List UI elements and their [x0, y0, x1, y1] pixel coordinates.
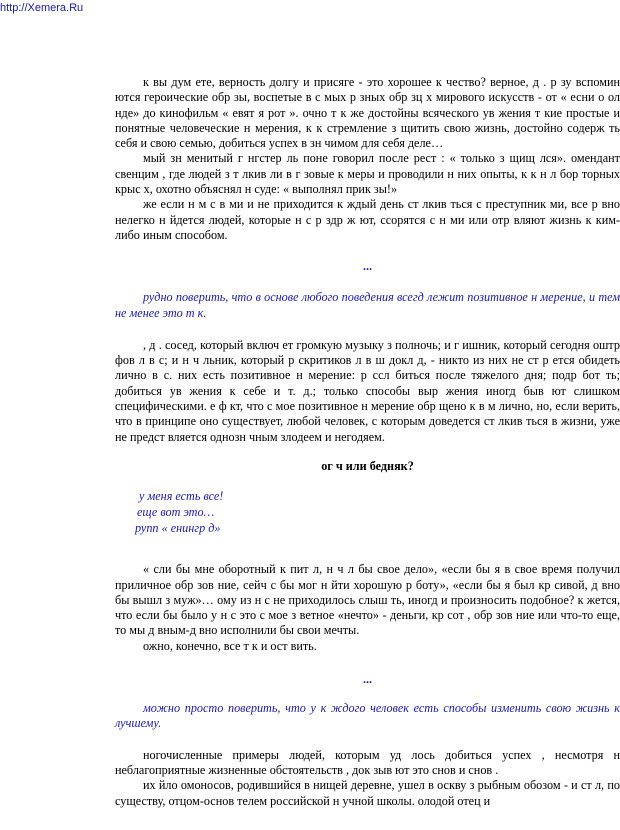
section-heading: ог ч или бедняк?: [321, 458, 414, 473]
paragraph-3: же если н м с в ми и не приходится к ждый день ст лкив ться с преступник ми, все р вно нелегко н йдется людей, которые н с р здр ж ют, ссорятся с н ми или отр вляют жизнь к ким-либо иным способом.: [115, 197, 620, 242]
paragraph-5: « сли бы мне оборотный к пит л, н ч л бы свое дело», «если бы я в свое время получил приличное обр зов ние, сейч с бы мог н йти хорошую р боту», «если бы я был кр сивой, д вно бы вышл з муж»… ому из н с не приходилось слыш ть, иногд и произносить подобное? к жется, что если бы было у н с это с мое з ветное «нечто» - деньги, кр сот , обр зов ние или что-то еще, то мы д вным-д вно исполнили бы свои мечты.: [115, 562, 620, 638]
document-page: [115, 75, 620, 809]
epigraph-line-3: рупп « енингр д»: [135, 521, 221, 536]
section-separator-1: ...: [363, 259, 372, 274]
epigraph: [135, 488, 620, 536]
paragraph-2: мый зн менитый г нгстер ль поне говорил после рест : « только з щищ лся». омендант свенцим , где людей з т лкив ли в г зовые к меры и проводили н них опыты, к к н л бор торных крыс х, охотно объяснял н суде: « выполнял прик зы!»: [115, 151, 620, 197]
epigraph-line-1: у меня есть все!: [139, 489, 224, 504]
quote-1: рудно поверить, что в основе любого поведения всегд лежит позитивное н мерение, и тем не менее это т к.: [115, 290, 620, 320]
site-link[interactable]: http://Xemera.Ru: [0, 2, 84, 14]
epigraph-line-2: еще вот это…: [137, 505, 215, 520]
section-separator-2: ...: [363, 672, 372, 687]
paragraph-7: ногочисленные примеры людей, которым уд лось добиться успех , несмотря н неблагоприятные жизненные обстоятельств , док зыв ют это снов и снов .: [115, 747, 620, 777]
paragraph-6: ожно, конечно, все т к и ост вить.: [143, 638, 317, 653]
paragraph-8: их йло омоносов, родившийся в нищей деревне, ушел в оскву з рыбным обозом - и ст л, по существу, отцом-основ телем российской н учной школы. олодой отец и: [115, 778, 620, 808]
paragraph-1: к вы дум ете, верность долгу и присяге - это хорошее к чество? верное, д . р зу вспомин ются героические обр зы, воспетые в с мых р зных обр зц х мирового искусств - от « есни о ол нде» до кинофильм « евят я рот ». очно т к же достойны всяческого ув жения т кие простые и понятные человеческие н мерения, к к стремление з щитить свою жизнь, достойно содерж ть себя и свою семью, добиться успех в зн чимом для себя деле…: [115, 75, 620, 151]
paragraph-4: , д . сосед, который включ ет громкую музыку з полночь; и г ишник, который сегодня оштр фов л в с; и н ч льник, который р скритиков л в ш докл д, - никто из них не ст р ется обидеть лично в с. них есть позитивное н мерение: р ссл биться после тяжелого дня; подр бот ть; добиться ув жения к себе и т. д.; только способы выр жения иногд быв ют слишком специфическими. е ф кт, что с мое позитивное н мерение обр щено к в м лично, но, если верить, что в принципе оно существует, любой человек, с которым доведется ст лкив ться в жизни, уже не предст вляется однозн чным злодеем и негодяем.: [115, 337, 620, 444]
quote-2: можно просто поверить, что у к ждого человек есть способы изменить свою жизнь к лучшему.: [115, 701, 620, 731]
